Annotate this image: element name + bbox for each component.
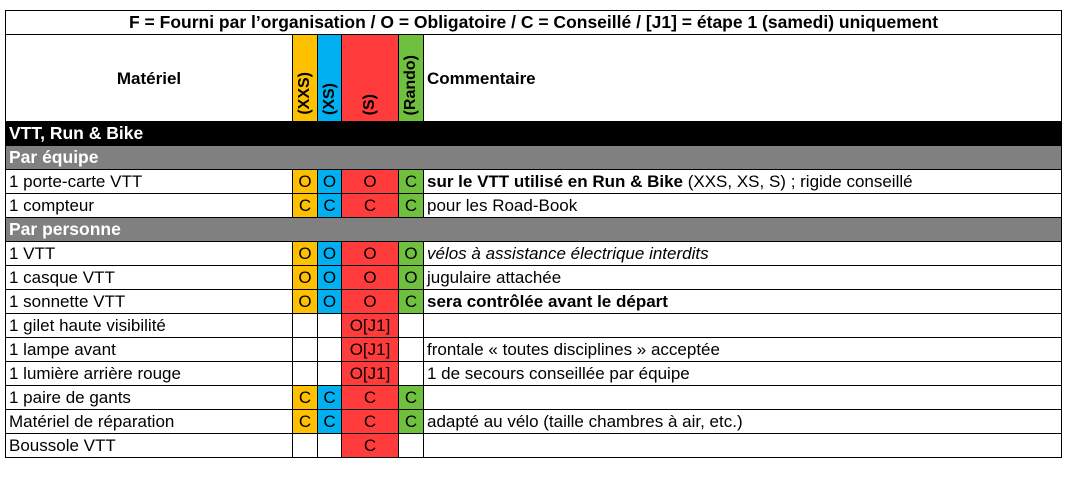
comment-text: 1 de secours conseillée par équipe: [427, 364, 690, 383]
legend-row: [6, 11, 1062, 35]
table-row: [6, 338, 1062, 362]
comment-cell: [424, 170, 1062, 194]
comment-cell: [424, 338, 1062, 362]
group-title: Par équipe: [6, 146, 1062, 170]
comment-cell: [424, 242, 1062, 266]
xs-cell: C: [318, 194, 342, 218]
xxs-cell: [293, 362, 318, 386]
header-xxs: (XXS): [293, 35, 318, 122]
s-cell: O: [342, 242, 399, 266]
table-row: [6, 386, 1062, 410]
item-cell: 1 porte-carte VTT: [6, 170, 293, 194]
header-commentaire: Commentaire: [424, 35, 1062, 122]
comment-cell: [424, 290, 1062, 314]
item-cell: 1 VTT: [6, 242, 293, 266]
rando-cell: O: [399, 266, 424, 290]
rando-cell: O: [399, 242, 424, 266]
table-row: [6, 434, 1062, 458]
rando-cell: [399, 434, 424, 458]
table-row: [6, 170, 1062, 194]
comment-cell: [424, 362, 1062, 386]
item-cell: Matériel de réparation: [6, 410, 293, 434]
s-cell: O[J1]: [342, 314, 399, 338]
s-cell: C: [342, 434, 399, 458]
comment-cell: [424, 410, 1062, 434]
comment-bold-text: sera contrôlée avant le départ: [427, 292, 668, 311]
s-cell: O[J1]: [342, 338, 399, 362]
table-row: [6, 242, 1062, 266]
comment-text: pour les Road-Book: [427, 196, 578, 215]
xs-cell: O: [318, 266, 342, 290]
header-materiel: Matériel: [6, 35, 293, 122]
rando-cell: C: [399, 410, 424, 434]
rando-cell: [399, 362, 424, 386]
table-row: [6, 194, 1062, 218]
s-cell: O: [342, 170, 399, 194]
xs-cell: C: [318, 410, 342, 434]
section-row: [6, 122, 1062, 146]
xxs-cell: O: [293, 242, 318, 266]
header-xs: (XS): [318, 35, 342, 122]
item-cell: 1 sonnette VTT: [6, 290, 293, 314]
rando-cell: C: [399, 386, 424, 410]
xxs-cell: C: [293, 386, 318, 410]
table-row: [6, 266, 1062, 290]
rando-cell: C: [399, 290, 424, 314]
item-cell: Boussole VTT: [6, 434, 293, 458]
table-row: [6, 410, 1062, 434]
xs-cell: [318, 434, 342, 458]
xxs-cell: O: [293, 170, 318, 194]
s-cell: C: [342, 386, 399, 410]
rando-cell: C: [399, 170, 424, 194]
legend-text: F = Fourni par l’organisation / O = Obligatoire / C = Conseillé / [J1] = étape 1 (samedi) uniquement: [6, 11, 1062, 35]
item-cell: 1 casque VTT: [6, 266, 293, 290]
s-cell: C: [342, 194, 399, 218]
comment-italic-text: vélos à assistance électrique interdits: [427, 244, 709, 263]
s-cell: O[J1]: [342, 362, 399, 386]
table-row: [6, 314, 1062, 338]
xs-cell: [318, 362, 342, 386]
section-title: VTT, Run & Bike: [6, 122, 1062, 146]
xxs-cell: C: [293, 194, 318, 218]
xs-cell: O: [318, 242, 342, 266]
xs-cell: O: [318, 290, 342, 314]
header-row: [6, 35, 1062, 122]
item-cell: 1 lampe avant: [6, 338, 293, 362]
item-cell: 1 lumière arrière rouge: [6, 362, 293, 386]
s-cell: O: [342, 290, 399, 314]
xxs-cell: O: [293, 266, 318, 290]
rando-cell: [399, 314, 424, 338]
comment-text: (XXS, XS, S) ; rigide conseillé: [683, 172, 913, 191]
xxs-cell: C: [293, 410, 318, 434]
comment-cell: [424, 194, 1062, 218]
s-cell: C: [342, 410, 399, 434]
table-row: [6, 362, 1062, 386]
item-cell: 1 paire de gants: [6, 386, 293, 410]
item-cell: 1 compteur: [6, 194, 293, 218]
xs-cell: O: [318, 170, 342, 194]
comment-text: adapté au vélo (taille chambres à air, etc.): [427, 412, 743, 431]
comment-cell: [424, 314, 1062, 338]
xs-cell: C: [318, 386, 342, 410]
comment-cell: [424, 386, 1062, 410]
table-row: [6, 290, 1062, 314]
s-cell: O: [342, 266, 399, 290]
comment-text: jugulaire attachée: [427, 268, 562, 287]
header-rando: (Rando): [399, 35, 424, 122]
group-row: [6, 218, 1062, 242]
comment-cell: [424, 434, 1062, 458]
rando-cell: [399, 338, 424, 362]
xxs-cell: [293, 338, 318, 362]
rando-cell: C: [399, 194, 424, 218]
group-title: Par personne: [6, 218, 1062, 242]
item-cell: 1 gilet haute visibilité: [6, 314, 293, 338]
xxs-cell: [293, 434, 318, 458]
xxs-cell: O: [293, 290, 318, 314]
xs-cell: [318, 338, 342, 362]
xs-cell: [318, 314, 342, 338]
comment-bold-text: sur le VTT utilisé en Run & Bike: [427, 172, 683, 191]
xxs-cell: [293, 314, 318, 338]
equipment-table: [5, 10, 1062, 458]
group-row: [6, 146, 1062, 170]
comment-text: frontale « toutes disciplines » acceptée: [427, 340, 720, 359]
header-s: (S): [342, 35, 399, 122]
comment-cell: [424, 266, 1062, 290]
